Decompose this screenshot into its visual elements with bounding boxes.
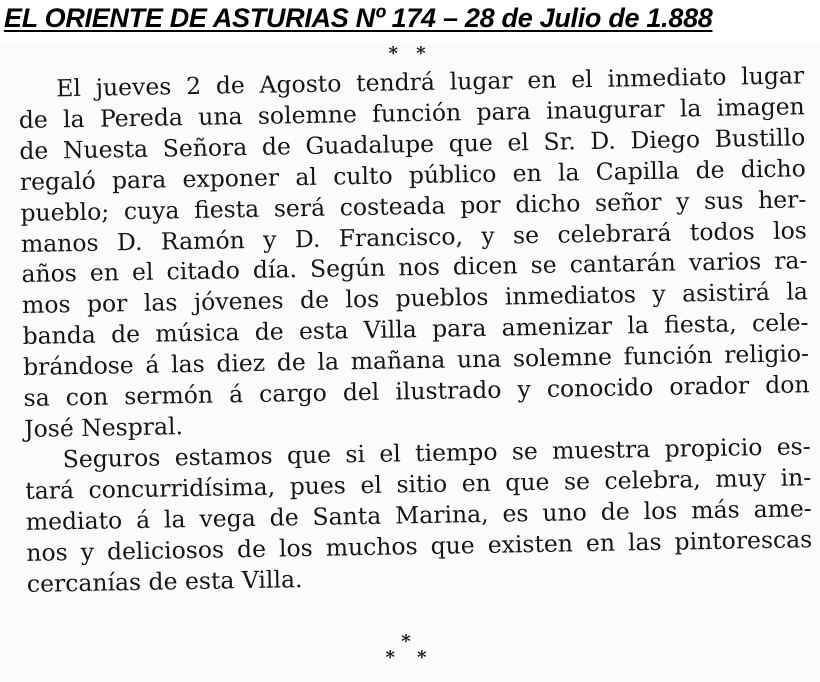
article-body xyxy=(18,60,813,599)
text-line: mediato á la vega de Santa Marina, es uno de los más ame- xyxy=(25,493,812,536)
page-title: EL ORIENTE DE ASTURIAS Nº 174 – 28 de Julio de 1.888 xyxy=(4,3,713,33)
text-line: nos y deliciosos de los muchos que existen en las pintorescas xyxy=(26,524,813,567)
text-line: de la Pereda una solemne función para inaugurar la imagen xyxy=(18,92,805,134)
text-line: El jueves 2 de Agosto tendrá lugar en el inmediato lugar xyxy=(56,61,805,103)
text-line: de Nuesta Señora de Guadalupe que el Sr. D. Diego Bustillo xyxy=(19,123,806,165)
asterism-top-star: * xyxy=(401,631,419,652)
paragraph-1 xyxy=(18,60,810,445)
text-line: José Nespral. xyxy=(23,412,184,443)
text-line: regaló para exponer al culto público en la Capilla de dicho xyxy=(19,153,807,196)
text-line: años en el citado día. Según nos dicen se cantarán varios ra- xyxy=(21,246,808,289)
text-line: mos por las jóvenes de los pueblos inmediatos y asistirá la xyxy=(21,277,809,320)
text-line: cercanías de esta Villa. xyxy=(26,564,303,598)
text-line: brándose á las diez de la mañana una solemne función religio- xyxy=(22,339,810,382)
text-line: sa con sermón á cargo del ilustrado y conocido orador don xyxy=(23,370,810,413)
text-line: manos D. Ramón y D. Francisco, y se celebrará todos los xyxy=(20,215,808,258)
text-line: pueblo; cuya fiesta será costeada por dicho señor y sus her- xyxy=(20,184,807,227)
newspaper-clipping xyxy=(0,42,820,682)
top-asterism: * * xyxy=(388,43,432,64)
text-line: banda de música de esta Villa para amenizar la fiesta, cele- xyxy=(22,308,809,351)
text-line: Seguros estamos que si el tiempo se muestra propicio es- xyxy=(62,432,811,474)
asterism-bottom-stars: * * xyxy=(385,647,435,668)
bottom-asterism xyxy=(0,631,820,668)
paragraph-2 xyxy=(24,431,813,599)
text-line: tará concurridísima, pues el sitio en que se celebra, muy in- xyxy=(25,463,812,505)
